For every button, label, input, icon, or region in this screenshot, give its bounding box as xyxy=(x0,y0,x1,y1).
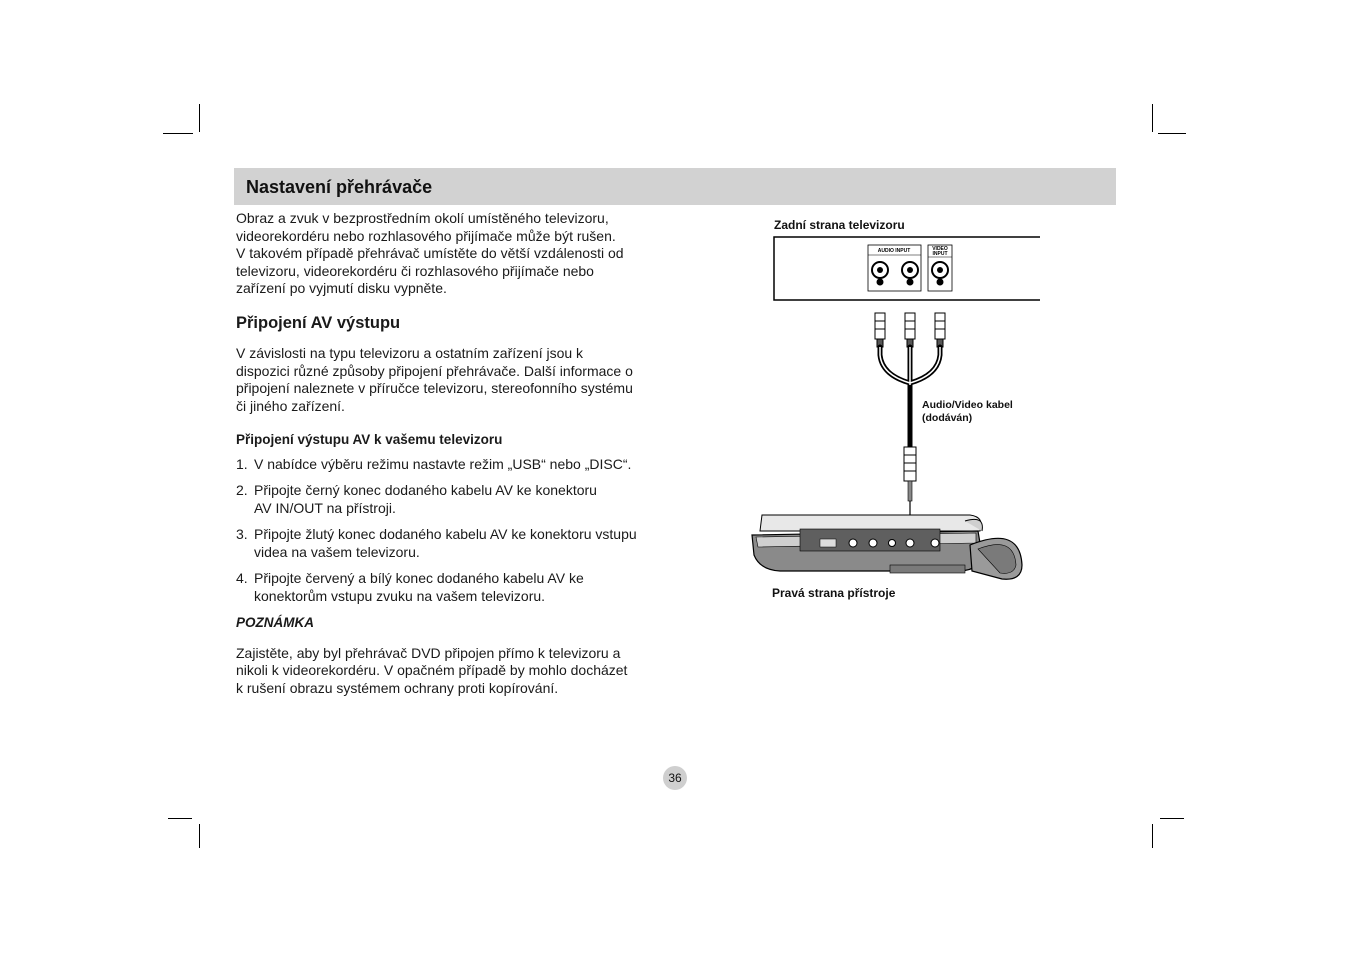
title-bar xyxy=(234,168,1116,205)
crop-mark xyxy=(1152,824,1153,848)
subsection-title: Připojení výstupu AV k vašemu televizoru xyxy=(236,432,503,447)
step-text: Připojte červený a bílý konec dodaného kabelu AV ke konektorům vstupu zvuku na vašem televizoru. xyxy=(254,570,584,604)
page-title: Nastavení přehrávače xyxy=(246,177,433,197)
rca-plug-icon xyxy=(875,313,945,347)
step-text: V nabídce výběru režimu nastavte režim „USB“ nebo „DISC“. xyxy=(254,455,632,472)
crop-mark xyxy=(199,104,200,132)
step-number: 2. xyxy=(236,482,248,498)
cable-label: Audio/Video kabel (dodáván) xyxy=(922,399,1013,424)
step-number: 4. xyxy=(236,570,248,586)
tv-back-label: Zadní strana televizoru xyxy=(774,218,905,232)
page-number: 36 xyxy=(663,766,687,790)
crop-mark xyxy=(1158,133,1186,134)
step-text: Připojte černý konec dodaného kabelu AV ke konektoru AV IN/OUT na přístroji. xyxy=(254,482,597,516)
video-input-label: INPUT xyxy=(932,251,948,257)
list-item xyxy=(236,570,668,605)
text-column xyxy=(236,210,668,697)
intro-paragraph: Obraz a zvuk v bezprostředním okolí umístěného televizoru, videorekordéru nebo rozhlasového přijímače může být rušen. V takovém případě přehrávač umístěte do větší vzdálenosti od televizoru, videorekordéru či rozhlasového přijímače nebo zařízení po vyjmutí disku vypněte. xyxy=(236,210,624,296)
crop-mark xyxy=(163,133,193,134)
section-paragraph: V závislosti na typu televizoru a ostatním zařízení jsou k dispozici různé způsoby připojení přehrávače. Další informace o připojení naleznete v příručce televizoru, stereofonního systému či jiného zařízení. xyxy=(236,345,633,414)
dvd-player-side-icon xyxy=(752,515,1022,579)
crop-mark xyxy=(1160,818,1184,819)
step-number: 3. xyxy=(236,526,248,542)
step-number: 1. xyxy=(236,455,248,472)
note-title: POZNÁMKA xyxy=(236,615,314,630)
step-text: Připojte žlutý konec dodaného kabelu AV ke konektoru vstupu videa na vašem televizoru. xyxy=(254,526,637,560)
device-side-label: Pravá strana přístroje xyxy=(772,586,896,600)
section-title: Připojení AV výstupu xyxy=(236,313,401,332)
note-paragraph: Zajistěte, aby byl přehrávač DVD připojen přímo k televizoru a nikoli k videorekordéru. V opačném případě by mohlo docházet k rušení obrazu systémem ochrany proti kopírování. xyxy=(236,644,628,696)
list-item xyxy=(236,526,668,561)
steps-list xyxy=(236,456,668,606)
list-item xyxy=(236,482,668,517)
list-item xyxy=(236,456,668,474)
crop-mark xyxy=(168,818,192,819)
audio-input-label: AUDIO INPUT xyxy=(877,248,911,254)
crop-mark xyxy=(199,824,200,848)
crop-mark xyxy=(1152,104,1153,132)
video-input-label: VIDEO xyxy=(932,246,948,252)
